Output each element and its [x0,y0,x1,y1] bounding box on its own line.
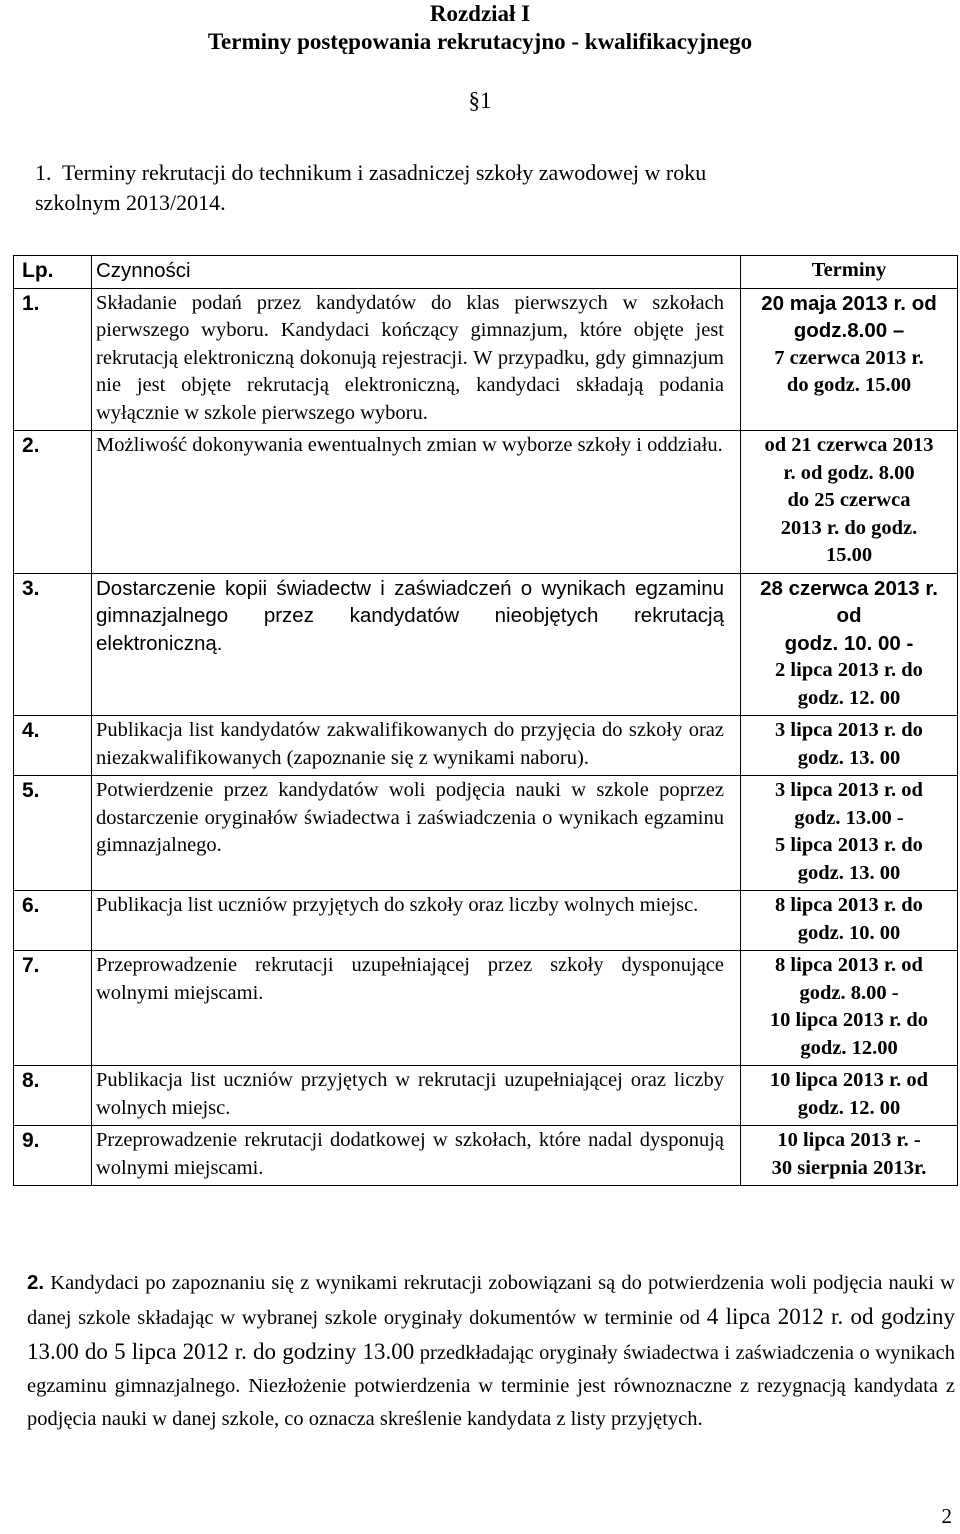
intro-number: 1. [35,160,52,185]
term-line: 28 czerwca 2013 r. od [760,576,938,627]
term-line: 3 lipca 2013 r. do [775,719,923,741]
section-2-dates: 4 lipca 2012 r. od godziny 13.00 do 5 lipca 2012 r. do godziny 13.00 [27,1304,956,1364]
header-terms: Terminy [741,256,958,289]
row-activity: Przeprowadzenie rekrutacji dodatkowej w szkołach, które nadal dysponują wolnymi miejscami. [92,1126,741,1186]
term-line: 5 lipca 2013 r. do [775,834,923,856]
row-activity: Potwierdzenie przez kandydatów woli podjęcia nauki w szkole poprzez dostarczenie oryginałów świadectwa i zaświadczenia o wynikach egzaminu gimnazjalnego. [92,776,741,891]
row-activity: Publikacja list uczniów przyjętych do szkoły oraz liczby wolnych miejsc. [92,891,741,951]
term-line: 2013 r. do godz. [780,516,918,539]
header-activity: Czynności [92,256,741,289]
row-terms [741,431,958,574]
term-line: 30 sierpnia 2013r. [771,1156,927,1179]
row-number: 6. [14,891,92,951]
row-number: 3. [14,573,92,716]
table-row [14,951,958,1066]
term-line: 10 lipca 2013 r. od [769,1069,929,1091]
term-line: 10 lipca 2013 r. do [769,1009,929,1031]
term-line: godz. 13.00 - [794,806,904,829]
row-terms [741,573,958,716]
row-terms [741,716,958,776]
header-lp: Lp. [14,256,92,289]
row-activity: Przeprowadzenie rekrutacji uzupełniającej przez szkoły dysponujące wolnymi miejscami. [92,951,741,1066]
table-row [14,573,958,716]
table-row [14,776,958,891]
intro-text-2: szkolnym 2013/2014. [35,190,226,215]
row-activity: Publikacja list kandydatów zakwalifikowanych do przyjęcia do szkoły oraz niezakwalifikowanych (zapoznanie się z wynikami naboru). [92,716,741,776]
term-line: r. od godz. 8.00 [783,461,915,484]
row-number: 8. [14,1066,92,1126]
term-line: godz. 10. 00 [797,921,901,944]
row-terms [741,891,958,951]
term-line: godz.8.00 – [793,319,905,342]
table-row [14,716,958,776]
term-line: 7 czerwca 2013 r. [774,346,924,369]
row-number: 2. [14,431,92,574]
term-line: 3 lipca 2013 r. od [775,779,923,801]
row-activity: Publikacja list uczniów przyjętych w rekrutacji uzupełniającej oraz liczby wolnych miejsc. [92,1066,741,1126]
row-number: 1. [14,288,92,431]
table-row [14,431,958,574]
row-activity: Dostarczenie kopii świadectw i zaświadczeń o wynikach egzaminu gimnazjalnego przez kandydatów nieobjętych rekrutacją elektroniczną. [92,573,741,716]
page-number: 2 [941,1504,952,1528]
term-line: godz. 12. 00 [797,686,901,709]
table-row [14,1126,958,1186]
section-2 [27,1266,955,1436]
term-line: godz. 10. 00 - [784,631,914,655]
term-line: godz. 12.00 [800,1036,898,1059]
row-activity: Składanie podań przez kandydatów do klas pierwszych w szkołach pierwszego wyboru. Kandydaci kończący gimnazjum, które objęte jest rekrutacją elektroniczną dokonują rejestracji. W przypadku, gdy gimnazjum nie jest objęte rekrutacją elektroniczną, kandydaci składają podania wyłącznie w szkole pierwszego wyboru. [92,288,741,431]
row-terms [741,776,958,891]
row-number: 9. [14,1126,92,1186]
row-terms [741,1066,958,1126]
row-terms [741,951,958,1066]
term-line: 10 lipca 2013 r. - [777,1129,921,1151]
section-2-text-b: przedkładając oryginały świadectwa i zaświadczenia o wynikach egzaminu gimnazjalnego. Niezłożenie potwierdzenia w terminie jest równoznaczne z rezygnacją kandydata z podjęcia nauki w danej szkole, co oznacza skreślenie kandydata z listy przyjętych. [27,1342,955,1430]
term-line: 8 lipca 2013 r. od [775,954,923,976]
table-row [14,1066,958,1126]
row-number: 5. [14,776,92,891]
term-line: od 21 czerwca 2013 [764,434,934,456]
schedule-table [13,255,958,1186]
term-line: godz. 13. 00 [797,746,901,769]
intro-text-1: Terminy rekrutacji do technikum i zasadniczej szkoły zawodowej w roku [62,160,707,185]
intro-line-1 [35,158,955,188]
term-line: godz. 8.00 - [799,981,899,1004]
term-line: godz. 13. 00 [797,861,901,884]
table-row [14,891,958,951]
term-line: 2 lipca 2013 r. do [775,659,923,681]
term-line: 20 maja 2013 r. od [761,291,937,315]
term-line: 15.00 [825,544,873,566]
section-2-number: 2. [27,1271,45,1294]
row-activity: Możliwość dokonywania ewentualnych zmian w wyborze szkoły i oddziału. [92,431,741,574]
term-line: 8 lipca 2013 r. do [775,894,923,916]
term-line: do godz. 15.00 [786,374,912,396]
document-title: Terminy postępowania rekrutacyjno - kwalifikacyjnego [207,29,753,54]
row-terms [741,1126,958,1186]
row-terms [741,288,958,431]
table-row [14,288,958,431]
row-number: 4. [14,716,92,776]
term-line: do 25 czerwca [787,489,911,511]
table-header-row [14,256,958,289]
term-line: godz. 12. 00 [797,1096,901,1119]
intro-line-2 [35,188,955,218]
row-number: 7. [14,951,92,1066]
section-2-text-a: Kandydaci po zapoznaniu się z wynikami rekrutacji zobowiązani są do potwierdzenia woli podjęcia nauki w danej szkole składając w wybranej szkole oryginały dokumentów w terminie od [27,1272,955,1329]
paragraph-mark: §1 [468,88,492,113]
chapter-heading: Rozdział I [429,1,531,26]
